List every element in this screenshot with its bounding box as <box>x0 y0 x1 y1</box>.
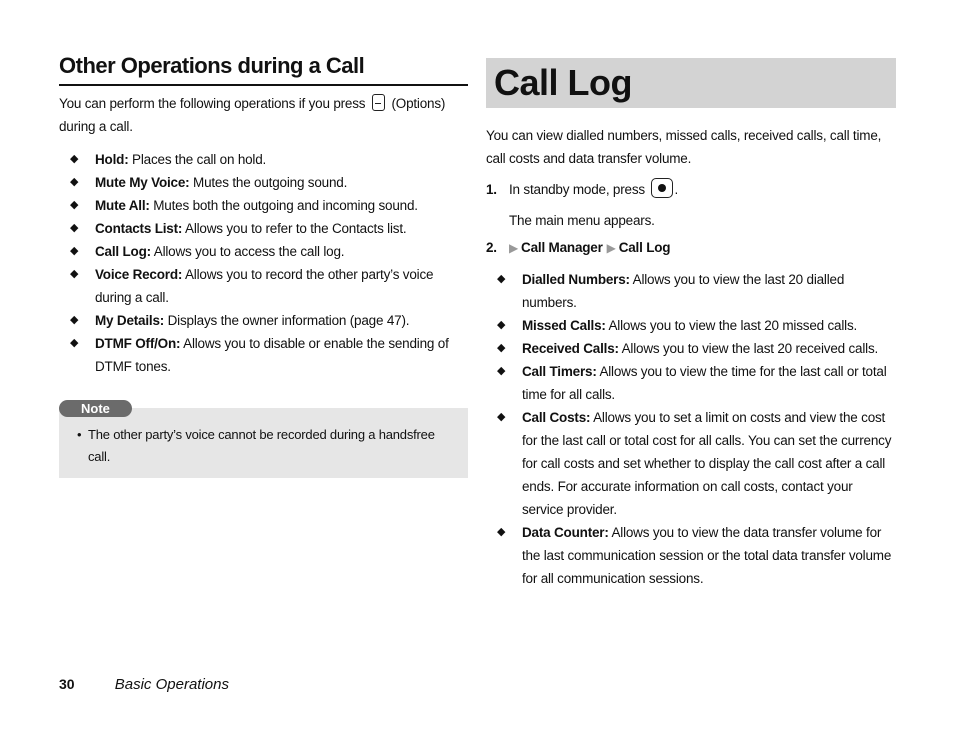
item-desc: Allows you to refer to the Contacts list. <box>182 221 407 236</box>
item-term: My Details: <box>95 313 165 328</box>
item-term: Hold: <box>95 152 129 167</box>
diamond-bullet-icon: ◆ <box>497 526 506 538</box>
diamond-bullet-icon: ◆ <box>70 337 79 349</box>
list-item <box>486 360 896 406</box>
item-term: Call Log: <box>95 244 151 259</box>
item-desc: Allows you to view the last 20 dialled numbers. <box>522 272 845 310</box>
options-list <box>59 148 468 378</box>
item-desc: Allows you to view the last 20 received calls. <box>618 341 879 356</box>
diamond-bullet-icon: ◆ <box>70 199 79 211</box>
item-desc: Allows you to view the time for the last call or total time for all calls. <box>522 364 887 402</box>
step-text-after: . <box>674 182 679 197</box>
step-2 <box>486 236 896 260</box>
step-text: In standby mode, press <box>509 182 645 197</box>
note-box <box>59 408 468 478</box>
item-term: Mute My Voice: <box>95 175 190 190</box>
arrow-right-icon: ▶ <box>509 241 519 255</box>
section-heading: Other Operations during a Call <box>59 52 468 86</box>
list-item <box>59 171 468 194</box>
step-number: 1. <box>486 182 497 197</box>
list-item <box>486 521 896 590</box>
item-desc: Allows you to view the last 20 missed calls. <box>605 318 858 333</box>
item-term: Contacts List: <box>95 221 183 236</box>
left-intro <box>59 92 468 138</box>
diamond-bullet-icon: ◆ <box>70 222 79 234</box>
diamond-bullet-icon: ◆ <box>497 365 506 377</box>
item-desc: Allows you to access the call log. <box>150 244 345 259</box>
list-item <box>486 337 896 360</box>
item-desc: Allows you to view the data transfer volume for the last communication session or the total data transfer volume for all communication sessions. <box>522 525 892 586</box>
step-1 <box>486 178 896 201</box>
item-desc: Places the call on hold. <box>128 152 267 167</box>
item-desc: Allows you to record the other party’s voice during a call. <box>95 267 434 305</box>
intro-text-after: (Options) during a call. <box>59 96 446 134</box>
item-term: Mute All: <box>95 198 150 213</box>
diamond-bullet-icon: ◆ <box>497 273 506 285</box>
section-name: Basic Operations <box>114 676 229 693</box>
menu-path-2: Call Log <box>618 240 671 255</box>
item-desc: Allows you to disable or enable the sending of DTMF tones. <box>95 336 449 374</box>
diamond-bullet-icon: ◆ <box>497 411 506 423</box>
step-1-result: The main menu appears. <box>509 213 655 228</box>
page-title: Call Log <box>486 58 896 108</box>
diamond-bullet-icon: ◆ <box>70 268 79 280</box>
list-item <box>486 314 896 337</box>
page-number: 30 <box>59 676 75 692</box>
list-item <box>486 268 896 314</box>
soft-key-icon <box>372 94 385 111</box>
item-desc: Mutes both the outgoing and incoming sound. <box>149 198 418 213</box>
left-column <box>59 52 468 478</box>
diamond-bullet-icon: ◆ <box>70 153 79 165</box>
right-intro: You can view dialled numbers, missed calls, received calls, call time, call costs and data transfer volume. <box>486 128 882 166</box>
diamond-bullet-icon: ◆ <box>70 176 79 188</box>
list-item <box>59 194 468 217</box>
item-term: Dialled Numbers: <box>522 272 630 287</box>
diamond-bullet-icon: ◆ <box>70 314 79 326</box>
center-key-icon <box>651 178 673 198</box>
list-item <box>486 406 896 521</box>
right-column <box>486 58 896 590</box>
item-term: Data Counter: <box>522 525 609 540</box>
diamond-bullet-icon: ◆ <box>70 245 79 257</box>
note-text: • The other party’s voice cannot be recorded during a handsfree call. <box>77 424 448 468</box>
list-item <box>59 309 468 332</box>
list-item <box>59 332 468 378</box>
note-badge: Note <box>59 400 132 417</box>
item-term: DTMF Off/On: <box>95 336 181 351</box>
item-desc: Allows you to set a limit on costs and view the cost for the last call or total cost for all calls. You can set the currency for call costs and set whether to display the call cost after a call ends. For accurate information on call costs, contact your service provider. <box>522 410 892 517</box>
page-footer <box>59 676 229 693</box>
arrow-right-icon: ▶ <box>606 241 616 255</box>
item-term: Missed Calls: <box>522 318 606 333</box>
call-log-options <box>486 268 896 590</box>
item-desc: Mutes the outgoing sound. <box>189 175 348 190</box>
note-section <box>59 400 468 478</box>
item-term: Received Calls: <box>522 341 619 356</box>
list-item <box>59 240 468 263</box>
list-item <box>59 263 468 309</box>
diamond-bullet-icon: ◆ <box>497 319 506 331</box>
item-desc: Displays the owner information (page 47). <box>164 313 410 328</box>
step-number: 2. <box>486 240 497 255</box>
menu-path-1: Call Manager <box>521 240 603 255</box>
item-term: Call Costs: <box>522 410 591 425</box>
list-item <box>59 217 468 240</box>
item-term: Call Timers: <box>522 364 597 379</box>
item-term: Voice Record: <box>95 267 183 282</box>
diamond-bullet-icon: ◆ <box>497 342 506 354</box>
list-item <box>59 148 468 171</box>
intro-text-before: You can perform the following operations if you press <box>59 96 366 111</box>
